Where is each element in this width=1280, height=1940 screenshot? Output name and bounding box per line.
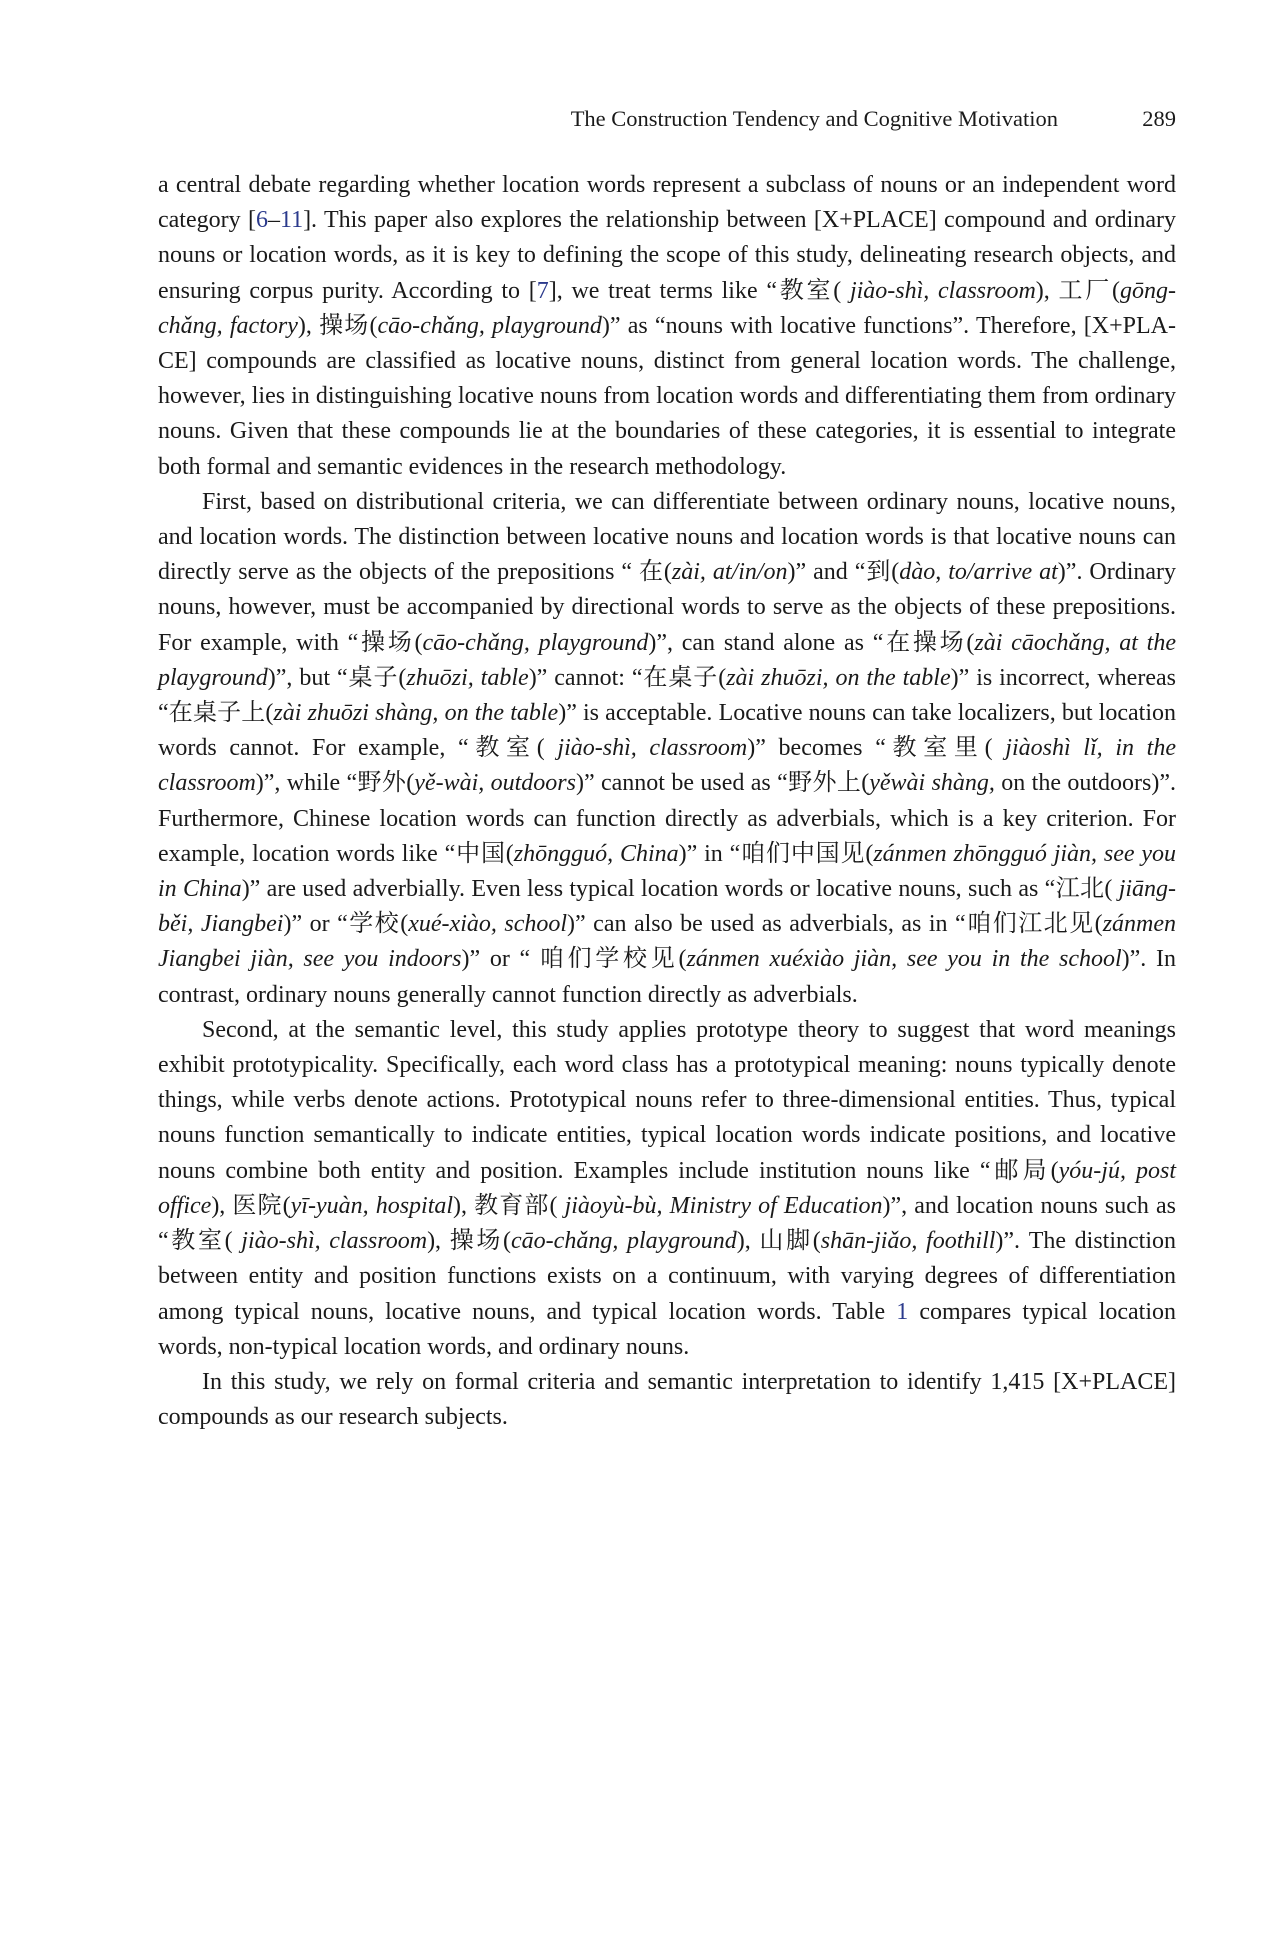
text-run: )” is acceptable. Locative nouns can take localizers, but location words cannot. For example, “教室( — [158, 700, 1176, 762]
italic-gloss: jiàoshì lǐ, in the classroom — [158, 735, 1177, 797]
citation-link[interactable]: 1 — [896, 1298, 909, 1325]
running-title: The Construction Tendency and Cognitive Motivation — [570, 106, 1058, 131]
text-run: ), 教育部( — [453, 1192, 565, 1219]
text-run: )”, and location nouns such as “教室( — [158, 1192, 1177, 1255]
running-header — [158, 102, 1176, 136]
italic-gloss: zài zhuōzi shàng, on the table — [273, 700, 559, 727]
italic-gloss: zài zhuōzi, on the table — [726, 664, 951, 691]
text-run: )” or “学校( — [283, 911, 409, 938]
italic-gloss: jiào-shì, classroom — [241, 1228, 428, 1255]
text-run: )” and “到( — [787, 559, 900, 586]
italic-gloss: gōng-chǎng, factory — [158, 277, 1176, 339]
paragraph — [158, 485, 1176, 1013]
text-run: )” cannot be used as “野外上( — [575, 770, 870, 797]
text-run: ), 工厂( — [1035, 277, 1120, 304]
italic-gloss: yī-yuàn, hospital — [290, 1192, 454, 1219]
italic-gloss: jiào-shì, classroom — [557, 735, 748, 762]
italic-gloss: jiàoyù-bù, Ministry of Education — [564, 1192, 883, 1219]
text-run: In this study, we rely on formal criteria and semantic interpretation to identify 1,415 [X+PLACE] compounds as our research subjects. — [158, 1368, 1176, 1431]
italic-gloss: zài, at/in/on — [671, 559, 788, 586]
italic-gloss: xué-xiào, school — [408, 911, 568, 938]
paragraph — [158, 1365, 1176, 1435]
text-run: compares typical location words, non-typical location words, and ordinary nouns. — [158, 1298, 1176, 1360]
text-run: ), 操场( — [297, 312, 378, 339]
citation-link[interactable]: 11 — [279, 207, 304, 234]
text-run: )” in “咱们中国见( — [678, 840, 874, 867]
italic-gloss: zhuōzi, table — [406, 664, 529, 691]
text-run: on the outdoors)”. Furthermore, Chinese location words can function directly as adverbials, which is a key criterion. For example, location words like “中国( — [158, 770, 1177, 867]
paragraph — [158, 168, 1176, 485]
italic-gloss: zhōngguó, China — [513, 840, 679, 867]
text-run: )”, while “野外( — [255, 770, 415, 797]
text-run: – — [267, 207, 280, 234]
text-run: )”. The distinction between entity and position functions exists on a continuum, with varying degrees of differentiation among typical nouns, locative nouns, and typical location words. Table — [158, 1228, 1177, 1325]
text-run: ], we treat terms like “教室( — [548, 277, 850, 304]
text-run: Second, at the semantic level, this study applies prototype theory to suggest that word meanings exhibit prototypicality. Specifically, each word class has a prototypical meaning: nouns typically denote things, while verbs denote actions. Prototypical nouns refer to three-dimensional entities. Thus, typical nouns function semantically to indicate entities, typical location words indicate positions, and locative nouns combine both entity and position. Examples include institution nouns like “邮局( — [158, 1016, 1176, 1184]
text-run: )” becomes “教室里( — [747, 735, 1006, 762]
italic-gloss: jiào-shì, classroom — [849, 277, 1036, 304]
italic-gloss: cāo-chǎng, playground — [511, 1228, 737, 1255]
paragraph — [158, 1013, 1176, 1365]
citation-link[interactable]: 6 — [255, 207, 268, 234]
text-run: )” can also be used as adverbials, as in “咱们江北见( — [567, 911, 1103, 938]
text-run: a central debate regarding whether location words represent a subclass of nouns or an independent word category [ — [158, 172, 1176, 234]
text-run: ), 操场( — [427, 1228, 512, 1255]
body-text — [158, 168, 1176, 1435]
italic-gloss: dào, to/arrive at — [899, 559, 1058, 586]
text-run: )” cannot: “在桌子( — [528, 664, 727, 691]
text-run: )” or “ 咱们学校见( — [461, 946, 687, 973]
italic-gloss: zánmen zhōngguó jiàn, see you in China — [158, 840, 1177, 903]
italic-gloss: cāo-chǎng, playground — [422, 629, 649, 656]
text-run: )” as “nouns with locative functions”. Therefore, [X+PLA-CE] compounds are classified as locative nouns, distinct from general location words. The challenge, however, lies in distinguishing locative nouns from location words and differentiating them from ordinary nouns. Given that these compounds lie at the boundaries of these categories, it is essential to integrate both formal and semantic evidences in the research methodology. — [158, 312, 1176, 480]
text-run: )”, but “桌子( — [267, 664, 407, 691]
page-number: 289 — [1142, 106, 1176, 131]
italic-gloss: zài cāochǎng, at the playground — [158, 629, 1176, 691]
italic-gloss: yě-wài, outdoors — [414, 770, 576, 797]
italic-gloss: zánmen xuéxiào jiàn, see you in the school — [686, 946, 1122, 973]
italic-gloss: cāo-chǎng, playground — [377, 312, 602, 339]
italic-gloss: yóu-jú, post office — [158, 1157, 1176, 1219]
text-run: ]. This paper also explores the relationship between [X+PLACE] compound and ordinary nouns or location words, as it is key to defining the scope of this study, delineating research objects, and ensuring corpus purity. According to [ — [158, 207, 1176, 304]
italic-gloss: jiāng-běi, Jiangbei — [158, 876, 1177, 938]
citation-link[interactable]: 7 — [536, 277, 549, 304]
text-run: )”, can stand alone as “在操场( — [648, 629, 975, 656]
italic-gloss: shān-jiǎo, foothill — [820, 1228, 996, 1255]
text-run: ), 医院( — [211, 1192, 291, 1219]
text-run: ), 山脚( — [736, 1228, 821, 1255]
text-run: )”. Ordinary nouns, however, must be accompanied by directional words to serve as the objects of these prepositions. For example, with “操场( — [158, 559, 1177, 656]
text-run: )” is incorrect, whereas “在桌子上( — [158, 664, 1176, 727]
text-run: First, based on distributional criteria, we can differentiate between ordinary nouns, locative nouns, and location words. The distinction between locative nouns and location words is that locative nouns can directly serve as the objects of the prepositions “ 在( — [158, 488, 1176, 586]
italic-gloss: yěwài shàng, — [869, 770, 995, 797]
text-run: )” are used adverbially. Even less typical location words or locative nouns, such as “江北( — [241, 876, 1119, 903]
italic-gloss: zánmen Jiangbei jiàn, see you indoors — [158, 911, 1177, 973]
text-run: )”. In contrast, ordinary nouns generally cannot function directly as adverbials. — [158, 946, 1177, 1008]
